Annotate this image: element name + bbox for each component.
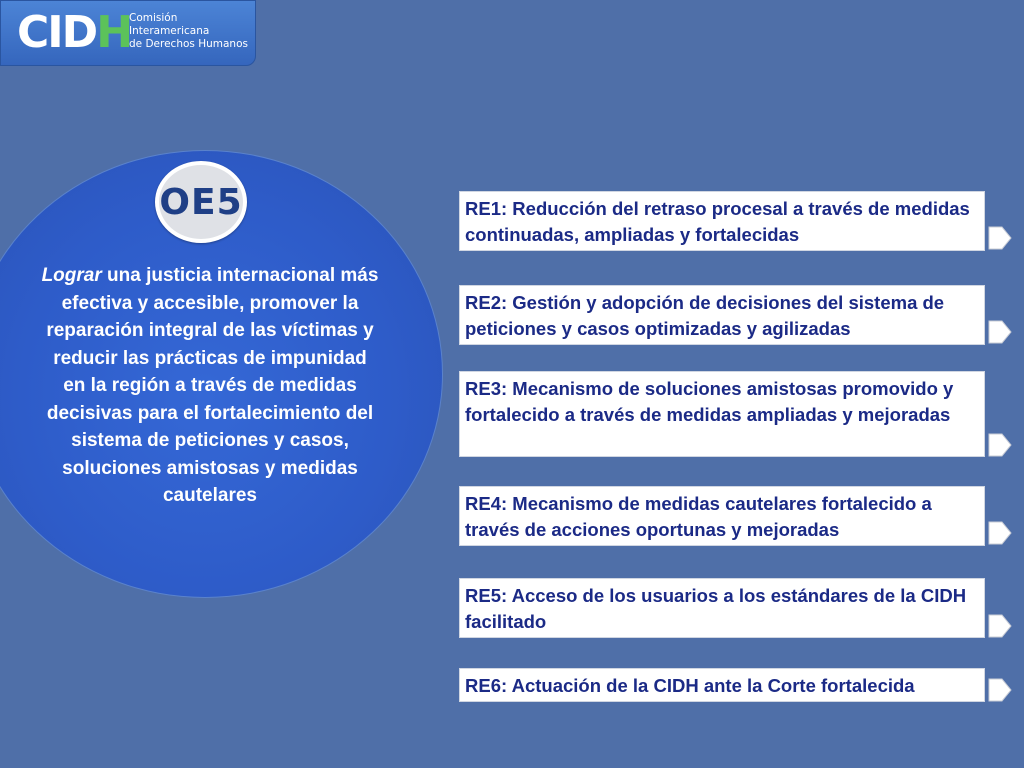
result-text-re5: RE5: Acceso de los usuarios a los estándares de la CIDH facilitado bbox=[465, 585, 967, 632]
cidh-logo-mark: CIDH bbox=[17, 7, 132, 58]
cidh-logo-text bbox=[129, 12, 248, 51]
objective-lead-word: Lograr bbox=[41, 265, 102, 286]
chevron-right-icon bbox=[988, 614, 1012, 638]
logo-line-2: Interamericana bbox=[129, 25, 210, 37]
result-box-re5 bbox=[459, 578, 985, 638]
objective-body: una justicia internacional más efectiva y accesible, promover la reparación integral de las víctimas y reducir las prácticas de impunidad en la región a través de medidas decisivas para el fortalecimiento del sistema de peticiones y casos, soluciones amistosas y medidas cautelares bbox=[46, 265, 379, 506]
objective-text bbox=[40, 262, 380, 510]
result-text-re3: RE3: Mecanismo de soluciones amistosas promovido y fortalecido a través de medidas ampliadas y mejoradas bbox=[465, 378, 954, 425]
chevron-right-icon bbox=[988, 226, 1012, 250]
chevron-right-icon bbox=[988, 433, 1012, 457]
result-text-re4: RE4: Mecanismo de medidas cautelares fortalecido a través de acciones oportunas y mejoradas bbox=[465, 493, 932, 540]
result-text-re6: RE6: Actuación de la CIDH ante la Corte fortalecida bbox=[465, 675, 915, 696]
result-text-re2: RE2: Gestión y adopción de decisiones del sistema de peticiones y casos optimizadas y agilizadas bbox=[465, 292, 945, 339]
result-text-re1: RE1: Reducción del retraso procesal a través de medidas continuadas, ampliadas y fortalecidas bbox=[465, 198, 970, 245]
chevron-right-icon bbox=[988, 320, 1012, 344]
result-box-re6 bbox=[459, 668, 985, 702]
result-box-re2 bbox=[459, 285, 985, 345]
objective-badge bbox=[155, 161, 247, 243]
result-box-re3 bbox=[459, 371, 985, 457]
logo-line-1: Comisión bbox=[129, 12, 178, 24]
chevron-right-icon bbox=[988, 521, 1012, 545]
cidh-logo bbox=[0, 0, 256, 66]
objective-badge-label: OE5 bbox=[159, 181, 243, 223]
logo-line-3: de Derechos Humanos bbox=[129, 38, 248, 50]
result-box-re4 bbox=[459, 486, 985, 546]
chevron-right-icon bbox=[988, 678, 1012, 702]
result-box-re1 bbox=[459, 191, 985, 251]
